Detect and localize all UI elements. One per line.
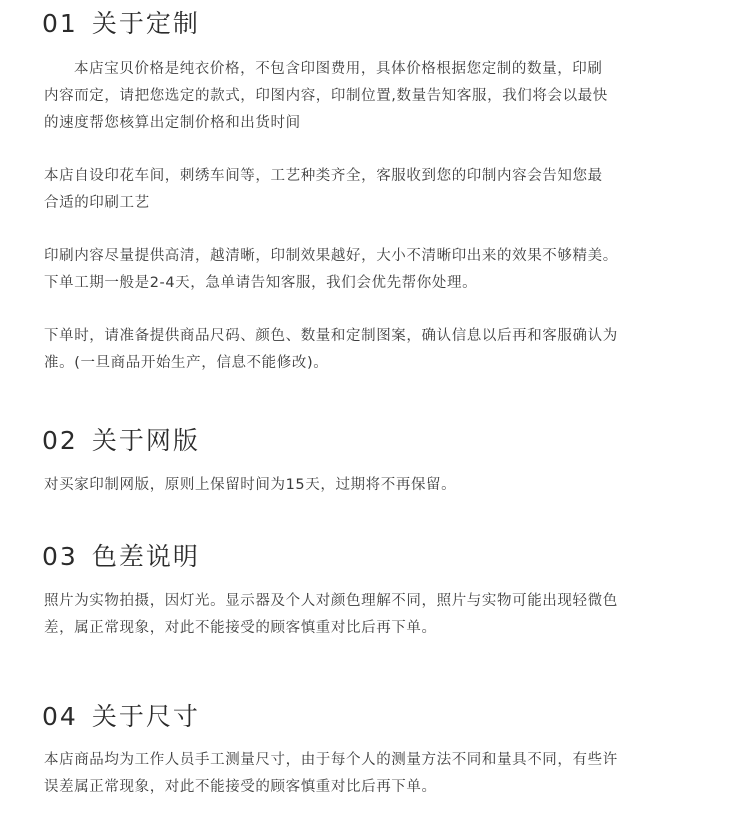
paragraph-line: 印刷内容尽量提供高清，越清晰，印制效果越好，大小不清晰印出来的效果不够精美。 xyxy=(44,248,618,264)
paragraph-line: 本店商品均为工作人员手工测量尺寸，由于每个人的测量方法不同和量具不同，有些许 xyxy=(44,752,618,768)
section-heading-01 xyxy=(42,4,200,40)
section-number: 02 xyxy=(42,426,78,455)
paragraph-line: 本店宝贝价格是纯衣价格，不包含印图费用，具体价格根据您定制的数量，印刷 xyxy=(74,61,603,77)
paragraph-line: 合适的印刷工艺 xyxy=(44,195,150,211)
paragraph-line: 准。(一旦商品开始生产，信息不能修改)。 xyxy=(44,355,329,371)
section-heading-03 xyxy=(42,537,200,573)
section-title: 色差说明 xyxy=(91,542,200,571)
paragraph-line: 照片为实物拍摄，因灯光。显示器及个人对颜色理解不同，照片与实物可能出现轻微色 xyxy=(44,593,618,609)
section-number: 04 xyxy=(42,702,78,731)
paragraph-line: 的速度帮您核算出定制价格和出货时间 xyxy=(44,115,301,131)
paragraph-line: 下单时，请准备提供商品尺码、颜色、数量和定制图案，确认信息以后再和客服确认为 xyxy=(44,328,618,344)
section-heading-02 xyxy=(42,421,200,457)
paragraph-line: 对买家印制网版，原则上保留时间为15天，过期将不再保留。 xyxy=(44,477,457,493)
paragraph-workshop xyxy=(44,163,720,217)
paragraph-print-quality xyxy=(44,243,720,297)
paragraph-color-difference xyxy=(44,588,720,642)
section-title: 关于定制 xyxy=(91,9,200,38)
paragraph-size-measure xyxy=(44,747,720,801)
paragraph-line: 内容而定，请把您选定的款式，印图内容，印制位置,数量告知客服，我们将会以最快 xyxy=(44,88,608,104)
paragraph-line: 下单工期一般是2-4天，急单请告知客服，我们会优先帮你处理。 xyxy=(44,275,478,291)
paragraph-order-info xyxy=(44,323,720,377)
section-number: 03 xyxy=(42,542,78,571)
section-number: 01 xyxy=(42,9,78,38)
paragraph-line: 误差属正常现象，对此不能接受的顾客慎重对比后再下单。 xyxy=(44,779,437,795)
paragraph-line: 本店自设印花车间，刺绣车间等，工艺种类齐全，客服收到您的印制内容会告知您最 xyxy=(44,168,603,184)
section-heading-04 xyxy=(42,697,200,733)
section-title: 关于尺寸 xyxy=(91,702,200,731)
section-title: 关于网版 xyxy=(91,426,200,455)
paragraph-screen-plate xyxy=(44,472,720,499)
paragraph-custom-pricing xyxy=(44,56,720,137)
paragraph-line: 差，属正常现象，对此不能接受的顾客慎重对比后再下单。 xyxy=(44,620,437,636)
